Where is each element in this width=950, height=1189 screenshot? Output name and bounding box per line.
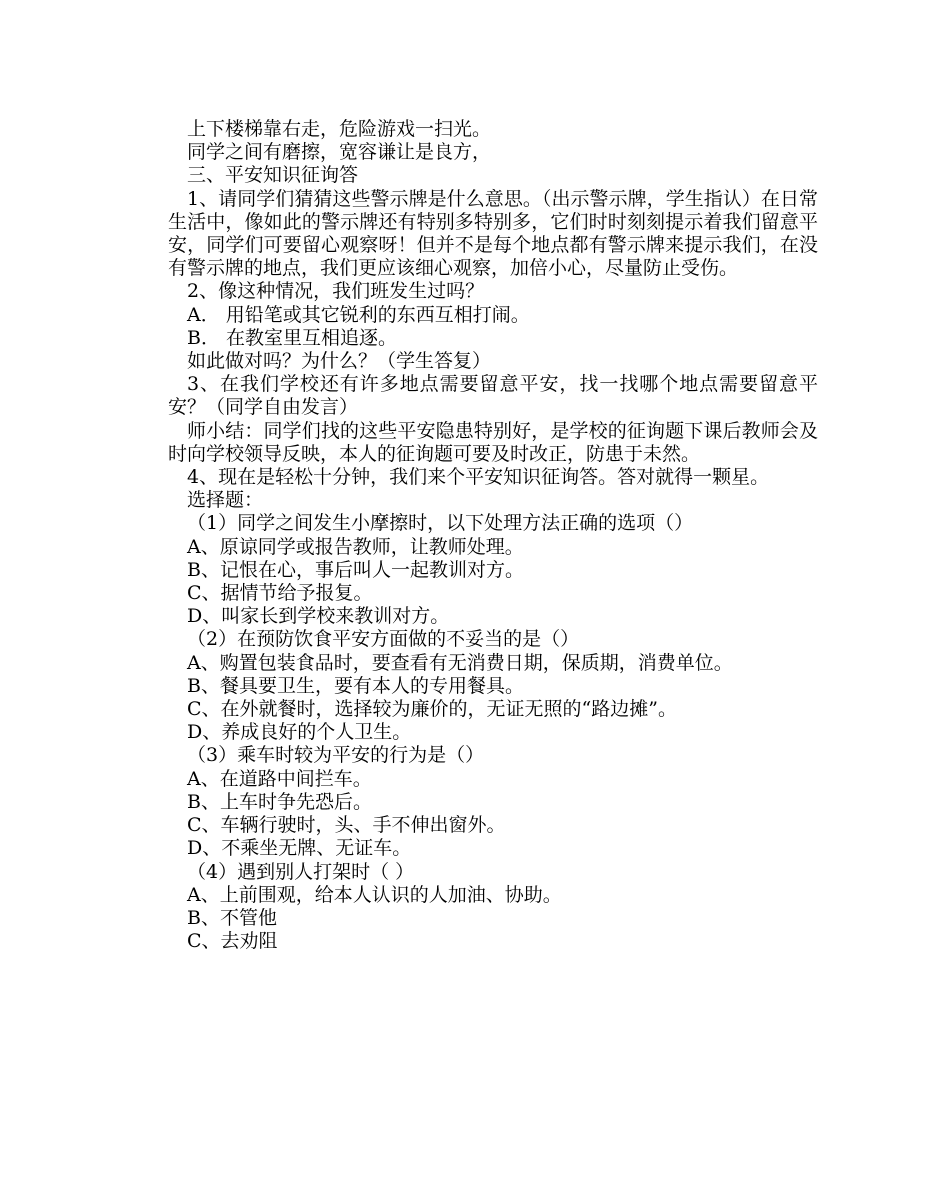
quiz-option: B、不管他 (187, 906, 277, 929)
quiz-option: C、去劝阻 (187, 930, 278, 953)
summary-paragraph: 师小结：同学们找的这些平安隐患特别好，是学校的征询题下课后教师会及时向学校领导反映，本人的征询题可要及时改正，防患于未然。 (168, 419, 818, 465)
option-line: B． 在教室里互相追逐。 (187, 326, 398, 349)
question-paragraph: 3、在我们学校还有许多地点需要留意平安，找一找哪个地点需要留意平安？（同学自由发言） (168, 373, 818, 419)
section-heading: 三、平安知识征询答 (187, 164, 359, 187)
quiz-option: A、购置包装食品时，要查看有无消费日期，保质期，消费单位。 (187, 651, 733, 674)
quiz-option: C、据情节给予报复。 (187, 582, 373, 605)
question-paragraph: 4、现在是轻松十分钟，我们来个平安知识征询答。答对就得一颗星。 (187, 466, 770, 489)
document-body (168, 118, 818, 953)
option-line: A． 用铅笔或其它锐利的东西互相打闹。 (187, 303, 530, 326)
quiz-question: （3）乘车时较为平安的行为是（） (187, 744, 485, 767)
subheading: 选择题： (187, 489, 264, 512)
question-paragraph: 2、像这种情况，我们班发生过吗？ (187, 280, 485, 303)
quiz-question: （4）遇到别人打架时（ ） (187, 860, 415, 883)
quiz-question: （2）在预防饮食平安方面做的不妥当的是（） (187, 628, 580, 651)
quiz-option: D、不乘坐无牌、无证车。 (187, 837, 412, 860)
paragraph: 同学之间有磨擦，宽容谦让是良方， (187, 141, 492, 164)
quiz-option: A、原谅同学或报告教师，让教师处理。 (187, 535, 524, 558)
quiz-option: A、上前围观，给本人认识的人加油、协助。 (187, 883, 562, 906)
quiz-option: D、叫家长到学校来教训对方。 (187, 605, 450, 628)
quiz-option: A、在道路中间拦车。 (187, 767, 372, 790)
question-paragraph: 1、请同学们猜猜这些警示牌是什么意思。（出示警示牌，学生指认）在日常生活中，像如此的警示牌还有特别多特别多，它们时时刻刻提示着我们留意平安，同学们可要留心观察呀！但并不是每个地点都有警示牌来提示我们，在没有警示牌的地点，我们更应该细心观察，加倍小心，尽量防止受伤。 (168, 187, 818, 280)
quiz-option: C、车辆行驶时，头、手不伸出窗外。 (187, 814, 506, 837)
paragraph: 上下楼梯靠右走，危险游戏一扫光。 (187, 118, 492, 140)
quiz-option: D、养成良好的个人卫生。 (187, 721, 412, 744)
quiz-option: B、上车时争先恐后。 (187, 790, 372, 813)
quiz-option: C、在外就餐时，选择较为廉价的，无证无照的“路边摊”。 (187, 698, 677, 721)
quiz-option: B、餐具要卫生，要有本人的专用餐具。 (187, 674, 524, 697)
paragraph: 如此做对吗？为什么？（学生答复） (187, 350, 492, 373)
quiz-question: （1）同学之间发生小摩擦时，以下处理方法正确的选项（） (187, 512, 694, 535)
quiz-option: B、记恨在心，事后叫人一起教训对方。 (187, 558, 524, 581)
